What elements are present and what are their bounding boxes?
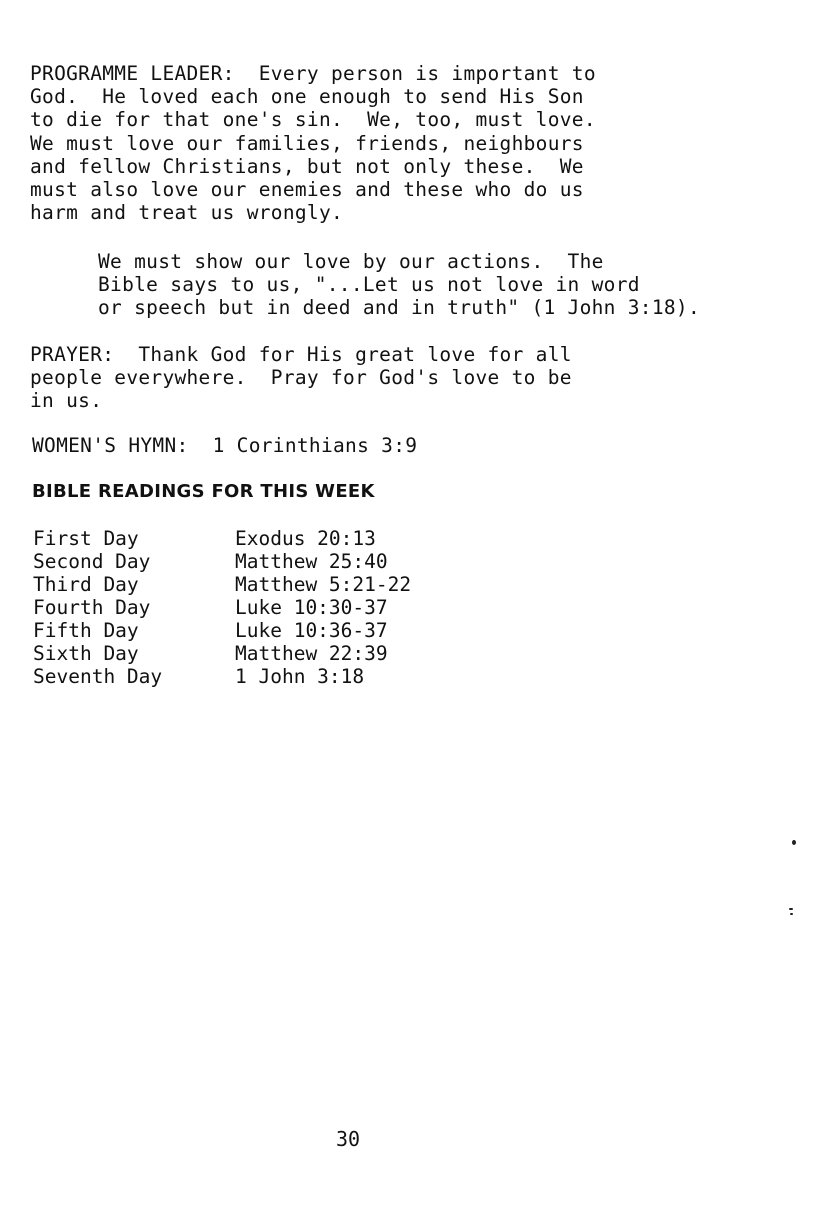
reading-day: Seventh Day — [33, 665, 163, 688]
reading-reference: Luke 10:30-37 — [235, 596, 388, 619]
womens-hymn-line: WOMEN'S HYMN: 1 Corinthians 3:9 — [32, 434, 418, 457]
page-number: 30 — [336, 1127, 361, 1151]
reading-day: First Day — [33, 527, 139, 550]
print-speck — [790, 913, 793, 915]
bible-readings-table — [33, 527, 411, 688]
reading-day: Sixth Day — [33, 642, 139, 665]
reading-reference: 1 John 3:18 — [235, 665, 365, 688]
reading-day: Fourth Day — [33, 596, 151, 619]
reading-day: Second Day — [33, 550, 151, 573]
reading-day: Third Day — [33, 573, 139, 596]
reading-row — [33, 550, 411, 573]
reading-day: Fifth Day — [33, 619, 139, 642]
prayer-paragraph: PRAYER: Thank God for His great love for all people everywhere. Pray for God's love to be in us. — [30, 343, 572, 413]
reading-reference: Matthew 5:21-22 — [235, 573, 412, 596]
bible-readings-heading: BIBLE READINGS FOR THIS WEEK — [32, 481, 375, 502]
print-speck — [789, 908, 793, 910]
reading-reference: Matthew 22:39 — [235, 642, 388, 665]
reading-reference: Matthew 25:40 — [235, 550, 388, 573]
reading-row — [33, 596, 411, 619]
reading-row — [33, 619, 411, 642]
reading-reference: Exodus 20:13 — [235, 527, 376, 550]
reading-row — [33, 642, 411, 665]
reading-row — [33, 573, 411, 596]
print-speck — [792, 840, 796, 845]
reading-row — [33, 527, 411, 550]
love-actions-paragraph: We must show our love by our actions. The Bible says to us, "...Let us not love in word or speech but in deed and in truth" (1 John 3:18). — [98, 250, 700, 320]
reading-row — [33, 665, 411, 688]
programme-leader-paragraph: PROGRAMME LEADER: Every person is important to God. He loved each one enough to send His Son to die for that one's sin. We, too, must love. We must love our families, friends, neighbours and fellow Christians, but not only these. We must also love our enemies and these who do us harm and treat us wrongly. — [30, 62, 596, 225]
reading-reference: Luke 10:36-37 — [235, 619, 388, 642]
